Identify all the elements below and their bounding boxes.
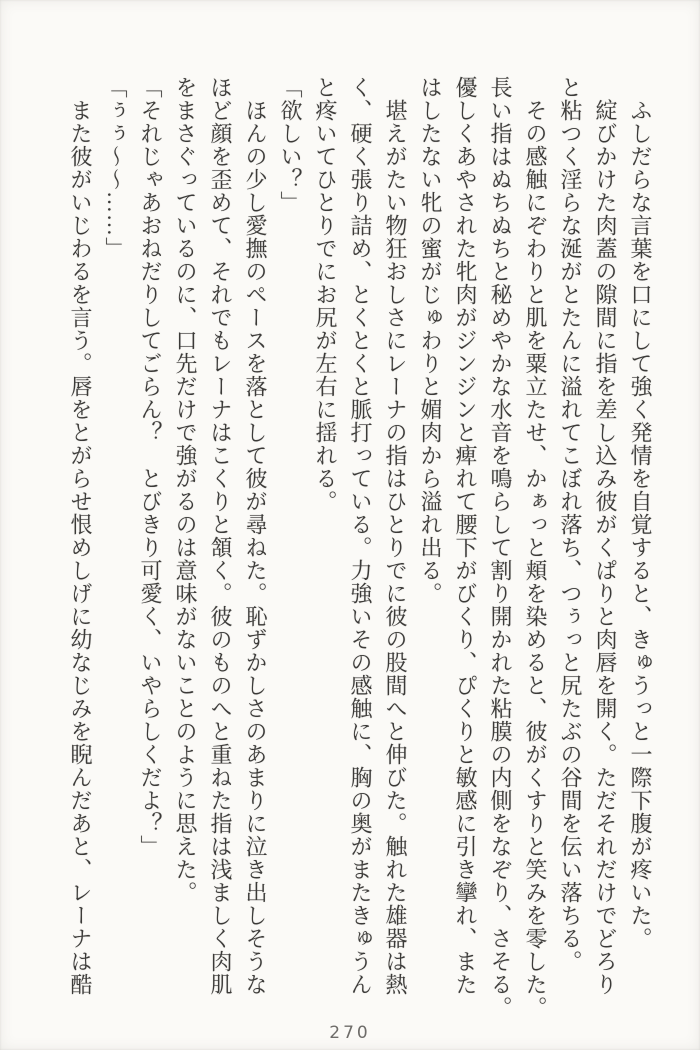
text-column: その感触にぞわりと肌を粟立たせ、かぁっと頬を染めると、彼がくすりと笑みを零した。 — [523, 76, 548, 1019]
text-column: 堪えがたい物狂おしさにレーナの指はひとりでに彼の股間へと伸びた。触れた雄器は熱 — [383, 76, 408, 996]
text-column: 優しくあやされた牝肉がジンジンと痺れて腰下がびくり、ぴくりと敏感に引き攣れ、また — [453, 76, 478, 996]
text-column: 「ぅぅ～～……」 — [103, 76, 128, 260]
text-column: と粘つく淫らな涎がとたんに溢れてこぼれ落ち、つぅっと尻たぶの谷間を伝い落ちる。 — [558, 76, 583, 973]
text-column: ほど顔を歪めて、それでもレーナはこくりと頷く。彼のものへと重ねた指は浅ましく肉肌 — [208, 76, 233, 996]
text-column: をまさぐっているのに、口先だけで強がるのは意味がないことのように思えた。 — [173, 76, 198, 904]
text-column: ほんの少し愛撫のペースを落として彼が尋ねた。恥ずかしさのあまりに泣き出しそうな — [243, 76, 268, 996]
page-number: 270 — [329, 1023, 371, 1043]
text-column: く、硬く張り詰め、とくとくと脈打っている。力強いその感触に、胸の奥がまたきゅうん — [348, 76, 373, 996]
page-text — [63, 76, 658, 1020]
text-column: また彼がいじわるを言う。唇をとがらせ恨めしげに幼なじみを睨んだあと、レーナは酷 — [68, 76, 93, 996]
text-column: はしたない牝の蜜がじゅわりと媚肉から溢れ出る。 — [418, 76, 443, 605]
text-column: 長い指はぬちぬちと秘めやかな水音を鳴らして割り開かれた粘膜の内側をなぞり、さそる。 — [488, 76, 513, 1019]
text-column: と疼いてひとりでにお尻が左右に揺れる。 — [313, 76, 338, 513]
text-column: ふしだらな言葉を口にして強く発情を自覚すると、きゅうっと一際下腹が疼いた。 — [628, 76, 653, 950]
text-column: 「欲しい？」 — [278, 76, 303, 214]
text-column: 「それじゃあおねだりしてごらん？ とびきり可愛く、いやらしくだよ？」 — [138, 76, 163, 858]
text-column: 綻びかけた肉蓋の隙間に指を差し込み彼がくぱりと肉唇を開く。ただそれだけでどろり — [593, 76, 618, 996]
